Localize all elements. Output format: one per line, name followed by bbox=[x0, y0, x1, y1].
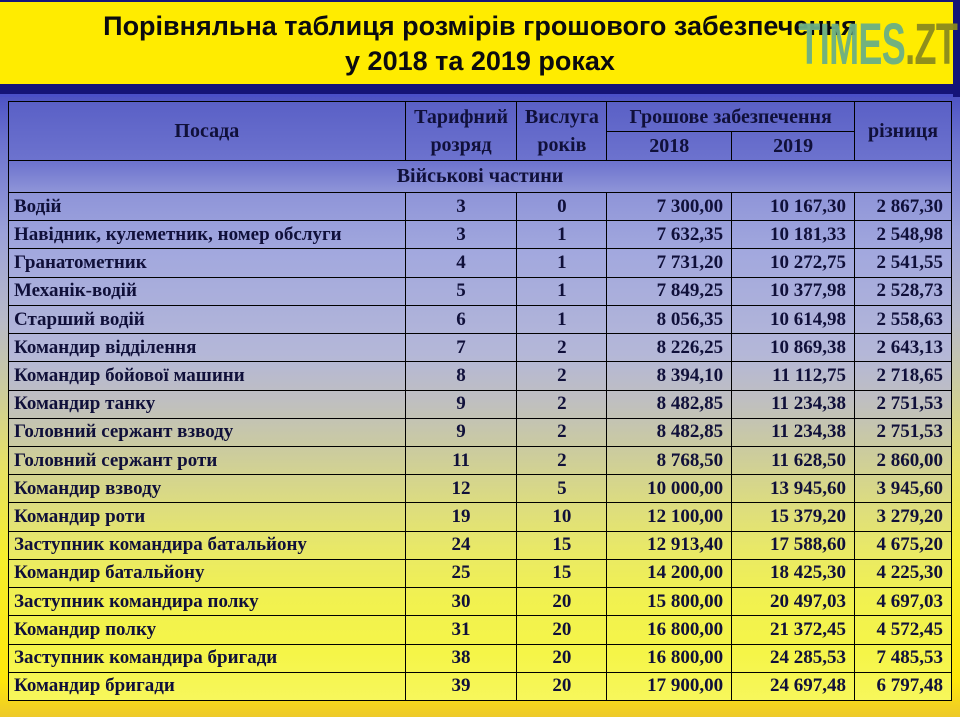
col-header-difference: різниця bbox=[855, 102, 952, 161]
pay-2018-cell: 7 300,00 bbox=[607, 193, 732, 221]
grade-cell: 9 bbox=[405, 390, 517, 418]
pay-2018-cell: 16 800,00 bbox=[607, 644, 732, 672]
table-row bbox=[9, 193, 952, 221]
pay-2019-cell: 11 112,75 bbox=[732, 362, 855, 390]
position-cell: Навідник, кулеметник, номер обслуги bbox=[9, 221, 406, 249]
pay-2019-cell: 13 945,60 bbox=[732, 475, 855, 503]
position-cell: Заступник командира полку bbox=[9, 588, 406, 616]
table-row bbox=[9, 362, 952, 390]
difference-cell: 4 675,20 bbox=[855, 531, 952, 559]
table-row bbox=[9, 475, 952, 503]
slide-title-line1: Порівняльна таблиця розмірів грошового забезпечення bbox=[103, 11, 857, 42]
grade-cell: 30 bbox=[405, 588, 517, 616]
table-row bbox=[9, 277, 952, 305]
position-cell: Головний сержант взводу bbox=[9, 418, 406, 446]
position-cell: Командир бойової машини bbox=[9, 362, 406, 390]
difference-cell: 6 797,48 bbox=[855, 672, 952, 700]
difference-cell: 2 718,65 bbox=[855, 362, 952, 390]
col-header-grade-line2: розряд bbox=[430, 134, 492, 156]
slide-title-line2: у 2018 та 2019 роках bbox=[345, 46, 615, 76]
pay-2018-cell: 10 000,00 bbox=[607, 475, 732, 503]
service-cell: 2 bbox=[517, 390, 607, 418]
grade-cell: 3 bbox=[405, 221, 517, 249]
position-cell: Головний сержант роти bbox=[9, 446, 406, 474]
grade-cell: 11 bbox=[405, 446, 517, 474]
pay-2019-cell: 21 372,45 bbox=[732, 616, 855, 644]
pay-2019-cell: 18 425,30 bbox=[732, 559, 855, 587]
table-row bbox=[9, 249, 952, 277]
pay-2018-cell: 8 394,10 bbox=[607, 362, 732, 390]
pay-2019-cell: 10 614,98 bbox=[732, 305, 855, 333]
divider-band bbox=[0, 84, 960, 97]
pay-2019-cell: 17 588,60 bbox=[732, 531, 855, 559]
table-row bbox=[9, 334, 952, 362]
table-row bbox=[9, 418, 952, 446]
table-row bbox=[9, 616, 952, 644]
table-row bbox=[9, 446, 952, 474]
service-cell: 2 bbox=[517, 446, 607, 474]
pay-2018-cell: 7 849,25 bbox=[607, 277, 732, 305]
difference-cell: 3 945,60 bbox=[855, 475, 952, 503]
position-cell: Механік-водій bbox=[9, 277, 406, 305]
service-cell: 15 bbox=[517, 559, 607, 587]
grade-cell: 38 bbox=[405, 644, 517, 672]
table-row bbox=[9, 672, 952, 700]
section-row bbox=[9, 161, 952, 193]
section-title: Військові частини bbox=[9, 161, 952, 193]
col-header-service bbox=[517, 102, 607, 161]
pay-2019-cell: 10 167,30 bbox=[732, 193, 855, 221]
pay-2018-cell: 12 100,00 bbox=[607, 503, 732, 531]
pay-2018-cell: 7 731,20 bbox=[607, 249, 732, 277]
pay-2019-cell: 15 379,20 bbox=[732, 503, 855, 531]
position-cell: Командир відділення bbox=[9, 334, 406, 362]
service-cell: 2 bbox=[517, 418, 607, 446]
position-cell: Командир танку bbox=[9, 390, 406, 418]
difference-cell: 2 867,30 bbox=[855, 193, 952, 221]
service-cell: 20 bbox=[517, 644, 607, 672]
pay-2019-cell: 24 697,48 bbox=[732, 672, 855, 700]
difference-cell: 7 485,53 bbox=[855, 644, 952, 672]
grade-cell: 31 bbox=[405, 616, 517, 644]
col-header-service-line1: Вислуга bbox=[524, 106, 599, 128]
service-cell: 15 bbox=[517, 531, 607, 559]
table-row bbox=[9, 588, 952, 616]
service-cell: 10 bbox=[517, 503, 607, 531]
table-row bbox=[9, 531, 952, 559]
table-row bbox=[9, 644, 952, 672]
pay-2018-cell: 8 056,35 bbox=[607, 305, 732, 333]
position-cell: Командир взводу bbox=[9, 475, 406, 503]
col-header-grade-line1: Тарифний bbox=[414, 106, 508, 128]
pay-2018-cell: 8 482,85 bbox=[607, 390, 732, 418]
position-cell: Водій bbox=[9, 193, 406, 221]
comparison-table bbox=[8, 101, 952, 701]
pay-2018-cell: 8 768,50 bbox=[607, 446, 732, 474]
watermark-times: TIMES bbox=[798, 12, 905, 77]
grade-cell: 5 bbox=[405, 277, 517, 305]
position-cell: Старший водій bbox=[9, 305, 406, 333]
pay-2019-cell: 11 628,50 bbox=[732, 446, 855, 474]
pay-2019-cell: 10 181,33 bbox=[732, 221, 855, 249]
difference-cell: 2 860,00 bbox=[855, 446, 952, 474]
difference-cell: 2 558,63 bbox=[855, 305, 952, 333]
pay-2019-cell: 11 234,38 bbox=[732, 418, 855, 446]
pay-2019-cell: 11 234,38 bbox=[732, 390, 855, 418]
position-cell: Командир бригади bbox=[9, 672, 406, 700]
service-cell: 1 bbox=[517, 277, 607, 305]
grade-cell: 4 bbox=[405, 249, 517, 277]
col-header-grade bbox=[405, 102, 517, 161]
grade-cell: 3 bbox=[405, 193, 517, 221]
position-cell: Командир полку bbox=[9, 616, 406, 644]
grade-cell: 7 bbox=[405, 334, 517, 362]
grade-cell: 19 bbox=[405, 503, 517, 531]
header-row-1 bbox=[9, 102, 952, 132]
col-header-service-line2: років bbox=[537, 134, 587, 156]
position-cell: Командир роти bbox=[9, 503, 406, 531]
difference-cell: 2 643,13 bbox=[855, 334, 952, 362]
pay-2019-cell: 10 869,38 bbox=[732, 334, 855, 362]
watermark-zt: .ZT bbox=[904, 12, 957, 77]
times-zt-watermark bbox=[798, 12, 957, 77]
table-row bbox=[9, 503, 952, 531]
position-cell: Заступник командира бригади bbox=[9, 644, 406, 672]
difference-cell: 4 572,45 bbox=[855, 616, 952, 644]
service-cell: 1 bbox=[517, 249, 607, 277]
col-header-pay-group: Грошове забезпечення bbox=[607, 102, 855, 132]
col-header-position: Посада bbox=[9, 102, 406, 161]
pay-2018-cell: 12 913,40 bbox=[607, 531, 732, 559]
difference-cell: 4 697,03 bbox=[855, 588, 952, 616]
table-row bbox=[9, 221, 952, 249]
position-cell: Заступник командира батальйону bbox=[9, 531, 406, 559]
grade-cell: 12 bbox=[405, 475, 517, 503]
position-cell: Гранатометник bbox=[9, 249, 406, 277]
table-area bbox=[0, 97, 960, 717]
pay-2018-cell: 17 900,00 bbox=[607, 672, 732, 700]
grade-cell: 24 bbox=[405, 531, 517, 559]
pay-2018-cell: 7 632,35 bbox=[607, 221, 732, 249]
grade-cell: 9 bbox=[405, 418, 517, 446]
difference-cell: 2 541,55 bbox=[855, 249, 952, 277]
position-cell: Командир батальйону bbox=[9, 559, 406, 587]
col-header-2018: 2018 bbox=[607, 132, 732, 161]
pay-2019-cell: 10 377,98 bbox=[732, 277, 855, 305]
table-row bbox=[9, 559, 952, 587]
pay-2019-cell: 24 285,53 bbox=[732, 644, 855, 672]
slide-title bbox=[103, 7, 857, 78]
grade-cell: 6 bbox=[405, 305, 517, 333]
grade-cell: 25 bbox=[405, 559, 517, 587]
pay-2018-cell: 16 800,00 bbox=[607, 616, 732, 644]
service-cell: 2 bbox=[517, 362, 607, 390]
table-row bbox=[9, 305, 952, 333]
service-cell: 20 bbox=[517, 588, 607, 616]
col-header-2019: 2019 bbox=[732, 132, 855, 161]
pay-2019-cell: 10 272,75 bbox=[732, 249, 855, 277]
grade-cell: 39 bbox=[405, 672, 517, 700]
table-row bbox=[9, 390, 952, 418]
service-cell: 5 bbox=[517, 475, 607, 503]
grade-cell: 8 bbox=[405, 362, 517, 390]
service-cell: 0 bbox=[517, 193, 607, 221]
difference-cell: 2 548,98 bbox=[855, 221, 952, 249]
pay-2018-cell: 15 800,00 bbox=[607, 588, 732, 616]
service-cell: 1 bbox=[517, 305, 607, 333]
service-cell: 20 bbox=[517, 616, 607, 644]
pay-2018-cell: 8 482,85 bbox=[607, 418, 732, 446]
service-cell: 2 bbox=[517, 334, 607, 362]
service-cell: 1 bbox=[517, 221, 607, 249]
difference-cell: 4 225,30 bbox=[855, 559, 952, 587]
difference-cell: 3 279,20 bbox=[855, 503, 952, 531]
difference-cell: 2 751,53 bbox=[855, 390, 952, 418]
pay-2019-cell: 20 497,03 bbox=[732, 588, 855, 616]
difference-cell: 2 751,53 bbox=[855, 418, 952, 446]
pay-2018-cell: 14 200,00 bbox=[607, 559, 732, 587]
difference-cell: 2 528,73 bbox=[855, 277, 952, 305]
pay-2018-cell: 8 226,25 bbox=[607, 334, 732, 362]
service-cell: 20 bbox=[517, 672, 607, 700]
table-body bbox=[9, 193, 952, 701]
